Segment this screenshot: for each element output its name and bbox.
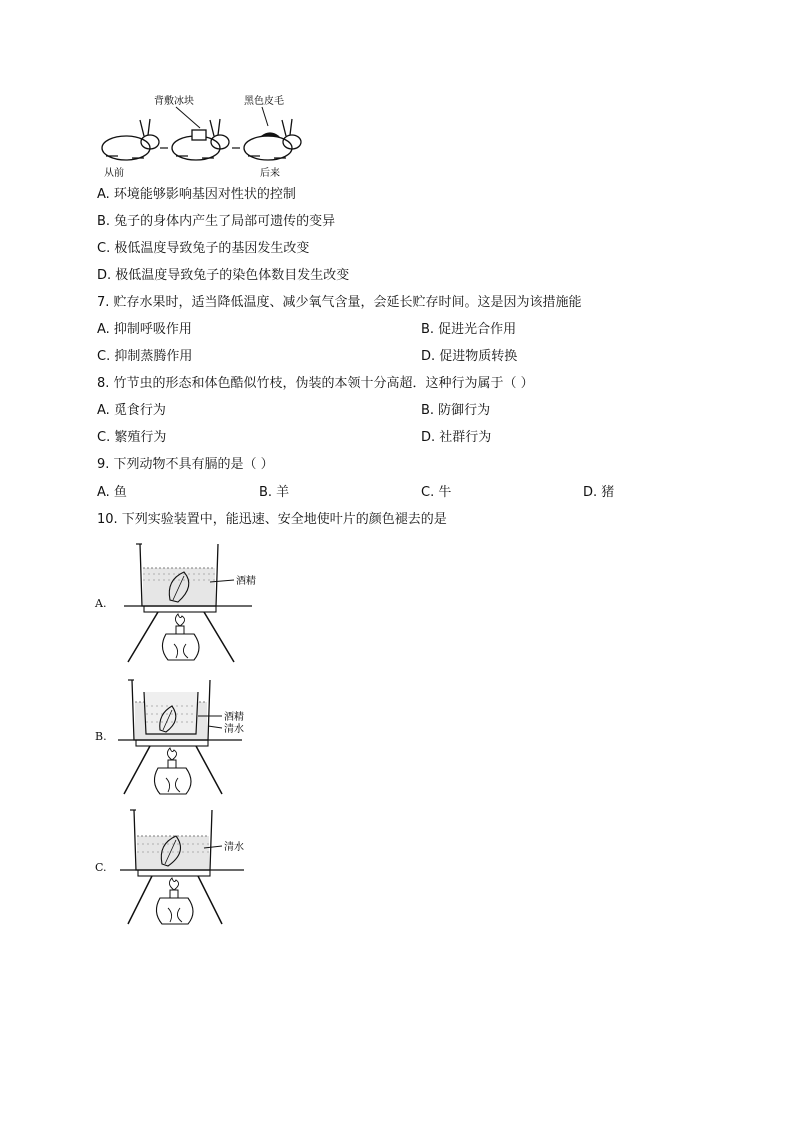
- q9-option-c: C. 牛: [421, 485, 452, 500]
- q10-figure-b: [118, 676, 288, 798]
- q8-option-a: A. 觅食行为: [97, 403, 166, 418]
- q10-figure-a: [118, 540, 288, 664]
- q10-fig-a-option: A.: [95, 597, 107, 610]
- q7-option-a: A. 抑制呼吸作用: [97, 322, 192, 337]
- q6-option-b: B. 兔子的身体内产生了局部可遗传的变异: [97, 214, 336, 229]
- label-before: 从前: [104, 168, 124, 179]
- q7-option-c: C. 抑制蒸腾作用: [97, 349, 193, 364]
- label-after: 后来: [260, 168, 280, 179]
- rabbit-with-ice: [172, 119, 229, 160]
- q9-option-a: A. 鱼: [97, 485, 127, 500]
- q7-option-b: B. 促进光合作用: [421, 322, 517, 337]
- rabbit-figure: [96, 92, 306, 180]
- label-black-fur: 黑色皮毛: [244, 96, 284, 107]
- q8-option-d: D. 社群行为: [421, 430, 492, 445]
- q10-fig-c-option: C.: [95, 861, 107, 874]
- q10-stem: 10. 下列实验装置中，能迅速、安全地使叶片的颜色褪去的是: [97, 512, 447, 527]
- q7-option-d: D. 促进物质转换: [421, 349, 518, 364]
- q6-option-a: A. 环境能够影响基因对性状的控制: [97, 187, 296, 202]
- q8-stem: 8. 竹节虫的形态和体色酷似竹枝，伪装的本领十分高超．这种行为属于（ ）: [97, 376, 534, 391]
- q9-option-d: D. 猪: [583, 485, 615, 500]
- q10-fig-a-label: 酒精: [236, 576, 256, 587]
- label-ice: 背敷冰块: [154, 96, 194, 107]
- q10-fig-b-option: B.: [95, 730, 107, 743]
- q9-option-b: B. 羊: [259, 485, 290, 500]
- q10-figure-c: [118, 806, 288, 928]
- q7-stem: 7. 贮存水果时，适当降低温度、减少氧气含量，会延长贮存时间。这是因为该措施能: [97, 295, 582, 310]
- q6-option-d: D. 极低温度导致兔子的染色体数目发生改变: [97, 268, 350, 283]
- rabbit-before: [102, 119, 159, 160]
- rabbit-after: [244, 119, 301, 160]
- q10-fig-b-label-1: 酒精: [224, 712, 244, 723]
- q6-option-c: C. 极低温度导致兔子的基因发生改变: [97, 241, 310, 256]
- q9-stem: 9. 下列动物不具有膈的是（ ）: [97, 457, 274, 472]
- q10-fig-c-label: 清水: [224, 842, 244, 853]
- q8-option-c: C. 繁殖行为: [97, 430, 167, 445]
- q8-option-b: B. 防御行为: [421, 403, 491, 418]
- q10-fig-b-label-2: 清水: [224, 724, 244, 735]
